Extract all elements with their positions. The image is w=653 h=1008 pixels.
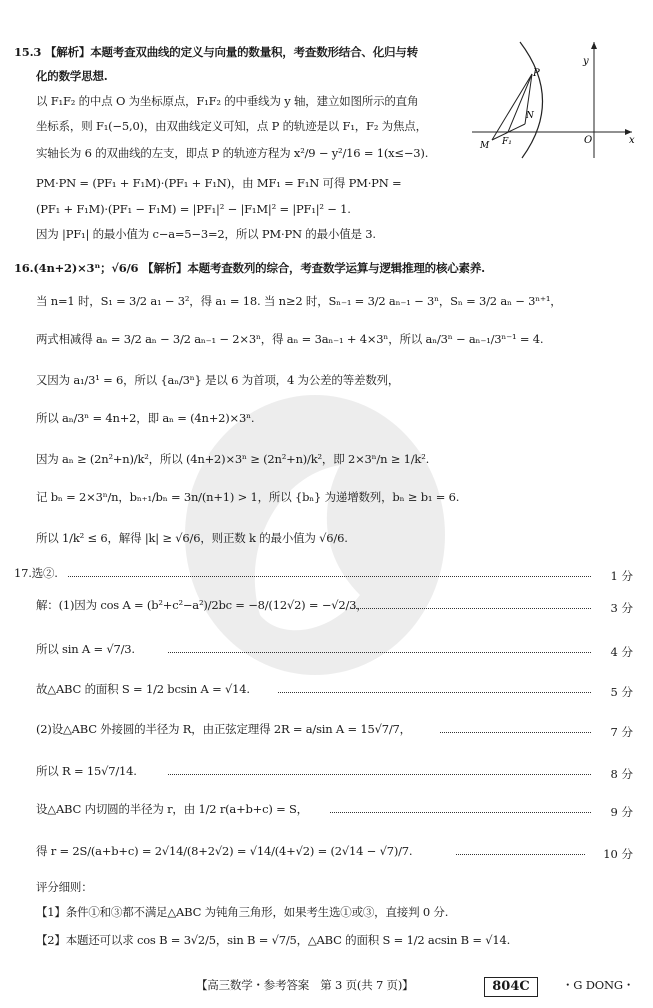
score-mark: 9 分 <box>610 805 633 819</box>
p17-line: 设△ABC 内切圆的半径为 r，由 1/2 r(a+b+c) = S， <box>36 802 308 816</box>
score-mark: 7 分 <box>610 725 633 739</box>
score-mark: 10 分 <box>603 847 633 861</box>
dot-leader <box>456 852 585 855</box>
p16-line: 两式相减得 aₙ = 3/2 aₙ − 3/2 aₙ₋₁ − 2×3ⁿ，得 aₙ = 3aₙ₋₁ + 4×3ⁿ，所以 aₙ/3ⁿ − aₙ₋₁/3ⁿ⁻¹ = 4. <box>36 332 544 346</box>
dot-leader <box>278 690 591 693</box>
p15-line: (PF₁ + F₁M)·(PF₁ − F₁M) = |PF₁|² − |F₁M|² = |PF₁|² − 1. <box>36 202 351 216</box>
p16-line: 因为 aₙ ≥ (2n²+n)/k²，所以 (4n+2)×3ⁿ ≥ (2n²+n)/k²，即 2×3ⁿ/n ≥ 1/k². <box>36 452 430 466</box>
p15-line: PM·PN = (PF₁ + F₁M)·(PF₁ + F₁N)，由 MF₁ = F₁N 可得 PM·PN = <box>36 176 402 190</box>
p17-line: 得 r = 2S/(a+b+c) = 2√14/(8+2√2) = √14/(4+√2) = (2√14 − √7)/7. <box>36 844 413 858</box>
p17-line: 解：(1)因为 cos A = (b²+c²−a²)/2bc = −8/(12√2) = −√2/3， <box>36 598 368 612</box>
p16-line: 所以 aₙ/3ⁿ = 4n+2，即 aₙ = (4n+2)×3ⁿ. <box>36 411 255 425</box>
p16-line: 又因为 a₁/3¹ = 6，所以 {aₙ/3ⁿ} 是以 6 为首项，4 为公差的等差数列， <box>36 373 400 387</box>
dot-leader <box>168 772 591 775</box>
p15-line: 实轴长为 6 的双曲线的左支，即点 P 的轨迹方程为 x²/9 − y²/16 = 1(x≤−3). <box>36 146 429 160</box>
y-axis-label: y <box>583 56 589 67</box>
dot-leader <box>352 606 591 609</box>
dot-leader <box>330 810 591 813</box>
footer-brand: ・G DONG・ <box>562 978 635 992</box>
p15-line: 因为 |PF₁| 的最小值为 c−a=5−3=2，所以 PM·PN 的最小值是 3. <box>36 227 376 241</box>
p17-line: 所以 R = 15√7/14. <box>36 764 137 778</box>
score-mark: 8 分 <box>610 767 633 781</box>
p16-line: 当 n=1 时，S₁ = 3/2 a₁ − 3²，得 a₁ = 18. 当 n≥2 时，Sₙ₋₁ = 3/2 aₙ₋₁ − 3ⁿ，Sₙ = 3/2 aₙ − 3ⁿ⁺¹， <box>36 294 562 308</box>
score-mark: 1 分 <box>610 569 633 583</box>
dot-leader <box>440 730 591 733</box>
grading-note: 【2】本题还可以求 cos B = 3√2/5，sin B = √7/5，△ABC 的面积 S = 1/2 acsin B = √14. <box>36 933 511 947</box>
p16-line: 记 bₙ = 2×3ⁿ/n，bₙ₊₁/bₙ = 3n/(n+1) > 1，所以 {bₙ} 为递增数列，bₙ ≥ b₁ = 6. <box>36 490 460 504</box>
score-mark: 3 分 <box>610 601 633 615</box>
x-axis-label: x <box>629 135 635 146</box>
p17-header: 17.选②. <box>14 566 58 580</box>
p15-header: 15.3 【解析】本题考查双曲线的定义与向量的数量积，考查数形结合、化归与转 <box>14 45 418 59</box>
p17-line: (2)设△ABC 外接圆的半径为 R，由正弦定理得 2R = a/sin A = 15√7/7， <box>36 722 411 736</box>
origin-label: O <box>584 135 593 146</box>
dot-leader <box>168 650 591 653</box>
score-mark: 4 分 <box>610 645 633 659</box>
p17-line: 故△ABC 的面积 S = 1/2 bcsin A = √14. <box>36 682 250 696</box>
page-footer <box>0 980 653 1002</box>
point-n-label: N <box>526 111 534 121</box>
score-mark: 5 分 <box>610 685 633 699</box>
p16-header: 16.(4n+2)×3ⁿ；√6/6 【解析】本题考查数列的综合，考查数学运算与逻辑推理的核心素养. <box>14 261 485 275</box>
footer-code: 804C <box>484 977 538 997</box>
p16-line: 所以 1/k² ≤ 6，解得 |k| ≥ √6/6，则正数 k 的最小值为 √6/6. <box>36 531 348 545</box>
hyperbola-figure <box>472 40 640 160</box>
point-f1-label: F₁ <box>502 137 512 147</box>
point-m-label: M <box>480 141 490 151</box>
dot-leader <box>68 574 591 577</box>
grading-title: 评分细则： <box>36 880 93 894</box>
grading-note: 【1】条件①和③都不满足△ABC 为钝角三角形，如果考生选①或③，直接判 0 分. <box>36 905 449 919</box>
point-p-label: P <box>533 68 540 79</box>
p15-line: 坐标系，则 F₁(−5,0)，由双曲线定义可知，点 P 的轨迹是以 F₁，F₂ 为焦点， <box>36 119 427 133</box>
footer-title: 【高三数学・参考答案 第 3 页(共 7 页)】 <box>196 978 414 992</box>
p15-header-cont: 化的数学思想. <box>36 69 108 83</box>
p15-line: 以 F₁F₂ 的中点 O 为坐标原点，F₁F₂ 的中垂线为 y 轴，建立如图所示的直角 <box>36 94 419 108</box>
p17-line: 所以 sin A = √7/3. <box>36 642 135 656</box>
